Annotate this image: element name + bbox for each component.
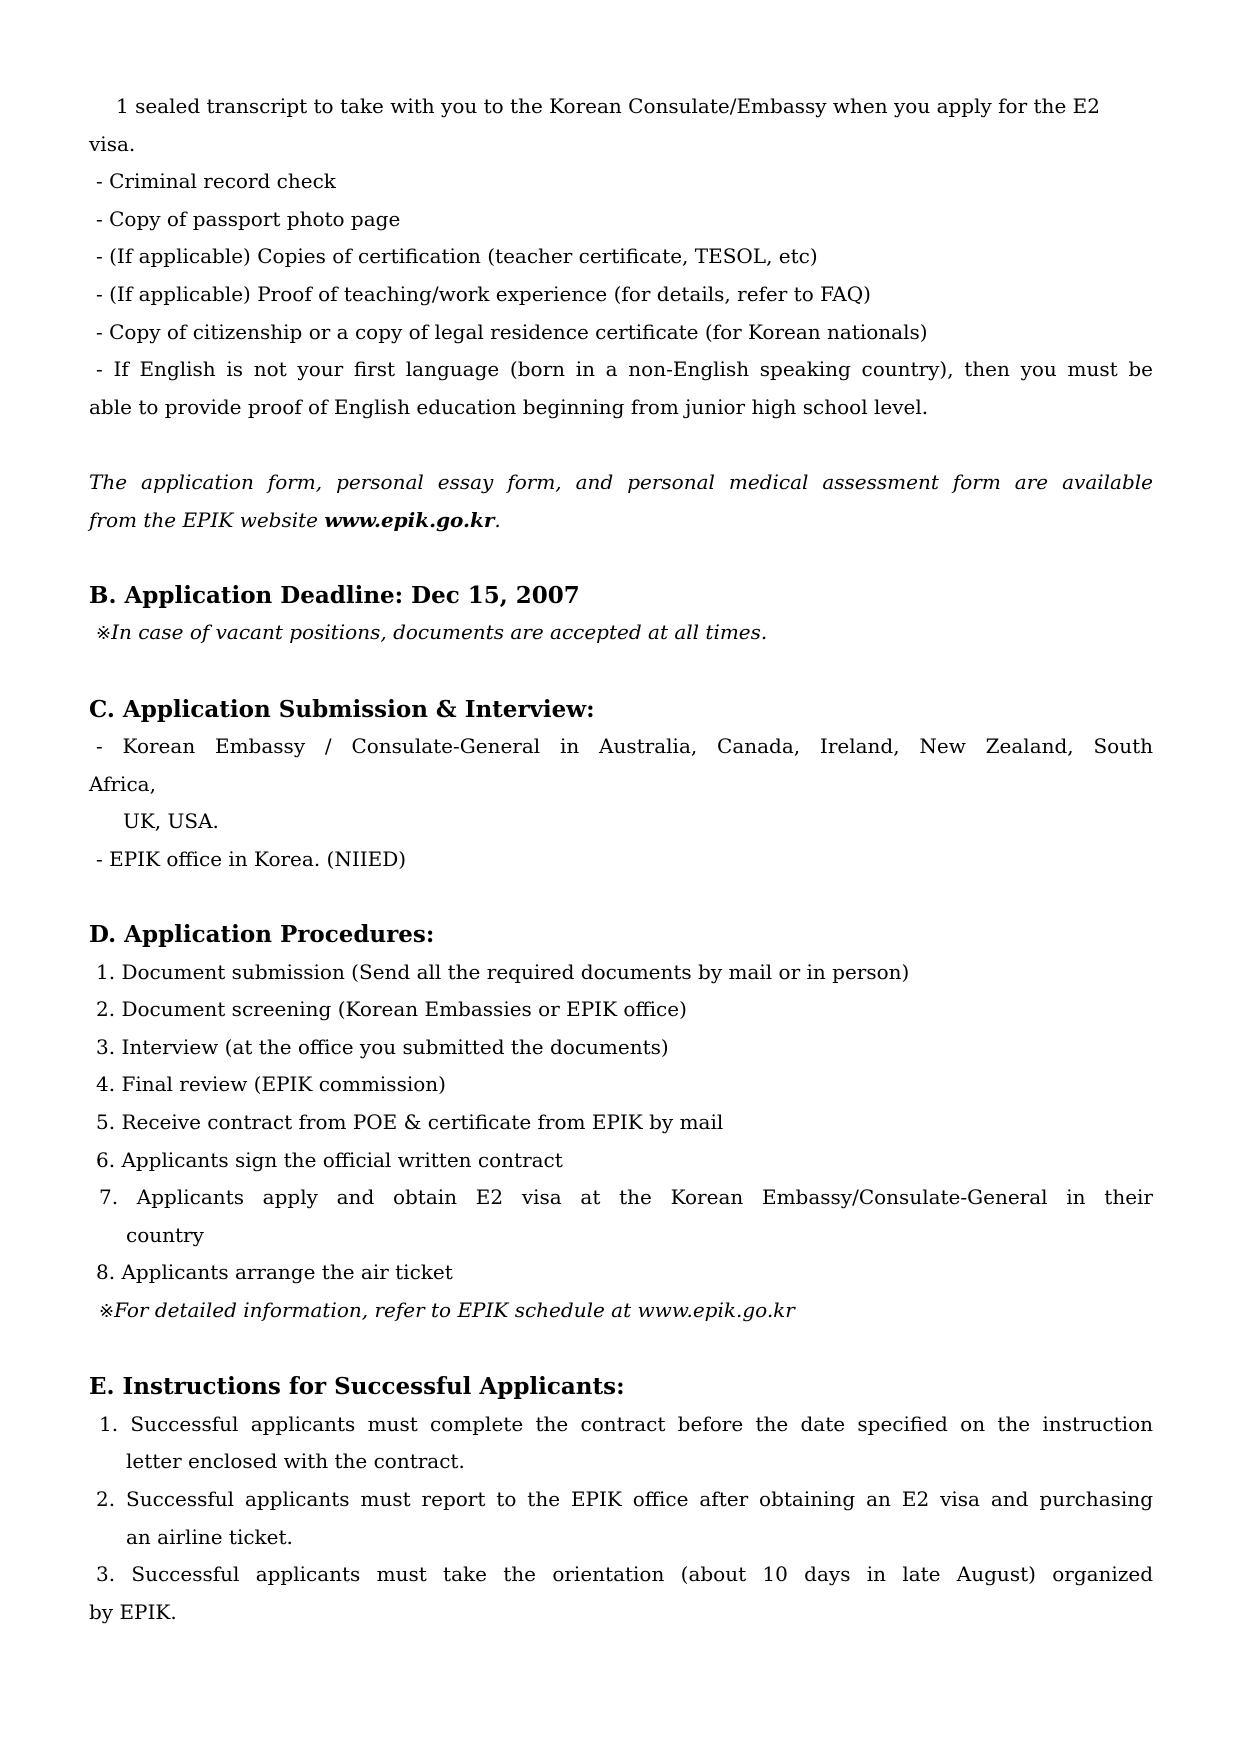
section-d-heading: D. Application Procedures: [89,921,435,949]
requirements-list [89,88,1153,426]
section-c-item-1-line-3: UK, USA. [123,809,219,834]
spacer [89,1331,1153,1369]
forms-note-line-2 [89,502,1153,540]
procedure-step: 6. Applicants sign the official written contract [96,1147,563,1172]
requirement-item: - (If applicable) Copies of certification (teacher certificate, TESOL, etc) [96,244,818,269]
reference-mark-icon: ※ [96,623,112,645]
procedure-step-7-line-1: 7. Applicants apply and obtain E2 visa at the Korean Embassy/Consulate-General in their [99,1185,1153,1210]
section-b-note-text: In case of vacant positions, documents are accepted at all times. [111,620,768,645]
section-c-heading: C. Application Submission & Interview: [89,695,595,723]
section-d [89,916,1153,1331]
instruction-1-line-2: letter enclosed with the contract. [126,1449,465,1474]
section-c-item-1-line-2: Africa, [89,771,156,796]
epik-website-link[interactable]: www.epik.go.kr [324,507,495,532]
requirement-item: - Copy of passport photo page [96,206,401,231]
section-b-heading: B. Application Deadline: Dec 15, 2007 [89,581,580,609]
spacer [89,426,1153,464]
procedure-step: 1. Document submission (Send all the required documents by mail or in person) [96,959,910,984]
section-d-note [89,1292,1153,1331]
forms-note-prefix: from the EPIK website [89,507,325,532]
instruction-2-line-1: 2. Successful applicants must report to the EPIK office after obtaining an E2 visa and purchasing [96,1486,1153,1511]
transcript-line-2: visa. [89,131,136,156]
instruction-1-line-1: 1. Successful applicants must complete the contract before the date specified on the instruction [99,1411,1153,1436]
procedure-step: 3. Interview (at the office you submitted the documents) [96,1034,669,1059]
spacer [89,653,1153,691]
procedure-step: 2. Document screening (Korean Embassies or EPIK office) [96,997,687,1022]
section-b-note [89,614,1153,653]
procedure-step-8: 8. Applicants arrange the air ticket [96,1260,453,1285]
spacer [89,878,1153,916]
forms-note-suffix: . [494,507,501,532]
section-c [89,691,1153,879]
requirement-item: - Copy of citizenship or a copy of legal residence certificate (for Korean nationals) [96,319,928,344]
spacer [89,539,1153,577]
instruction-2-line-2: an airline ticket. [126,1524,293,1549]
section-c-item-2: - EPIK office in Korea. (NIIED) [96,846,407,871]
section-d-note-text: For detailed information, refer to EPIK schedule at www.epik.go.kr [114,1298,795,1322]
procedure-step: 4. Final review (EPIK commission) [96,1072,446,1097]
document-page [89,88,1153,1631]
instruction-3-line-1: 3. Successful applicants must take the orientation (about 10 days in late August) organized [96,1562,1153,1587]
english-requirement-line-2: able to provide proof of English education beginning from junior high school level. [89,394,929,419]
section-b [89,577,1153,653]
section-c-item-1-line-1: - Korean Embassy / Consulate-General in Australia, Canada, Ireland, New Zealand, South [96,734,1153,759]
instruction-3-line-2: by EPIK. [89,1599,177,1624]
section-e [89,1368,1153,1631]
section-e-heading: E. Instructions for Successful Applicants: [89,1373,625,1401]
forms-note-line-1: The application form, personal essay form, and personal medical assessment form are available [89,469,1153,494]
procedure-step-7-line-2: country [126,1222,204,1247]
procedure-step: 5. Receive contract from POE & certificate from EPIK by mail [96,1110,724,1135]
forms-note [89,464,1153,539]
reference-mark-icon: ※ [99,1301,115,1322]
requirement-item: - (If applicable) Proof of teaching/work experience (for details, refer to FAQ) [96,281,871,306]
transcript-line-1: 1 sealed transcript to take with you to the Korean Consulate/Embassy when you apply for the E2 [116,94,1100,118]
requirement-item: - Criminal record check [96,169,336,194]
english-requirement-line-1: - If English is not your first language (born in a non-English speaking country), then you must be [96,357,1153,382]
